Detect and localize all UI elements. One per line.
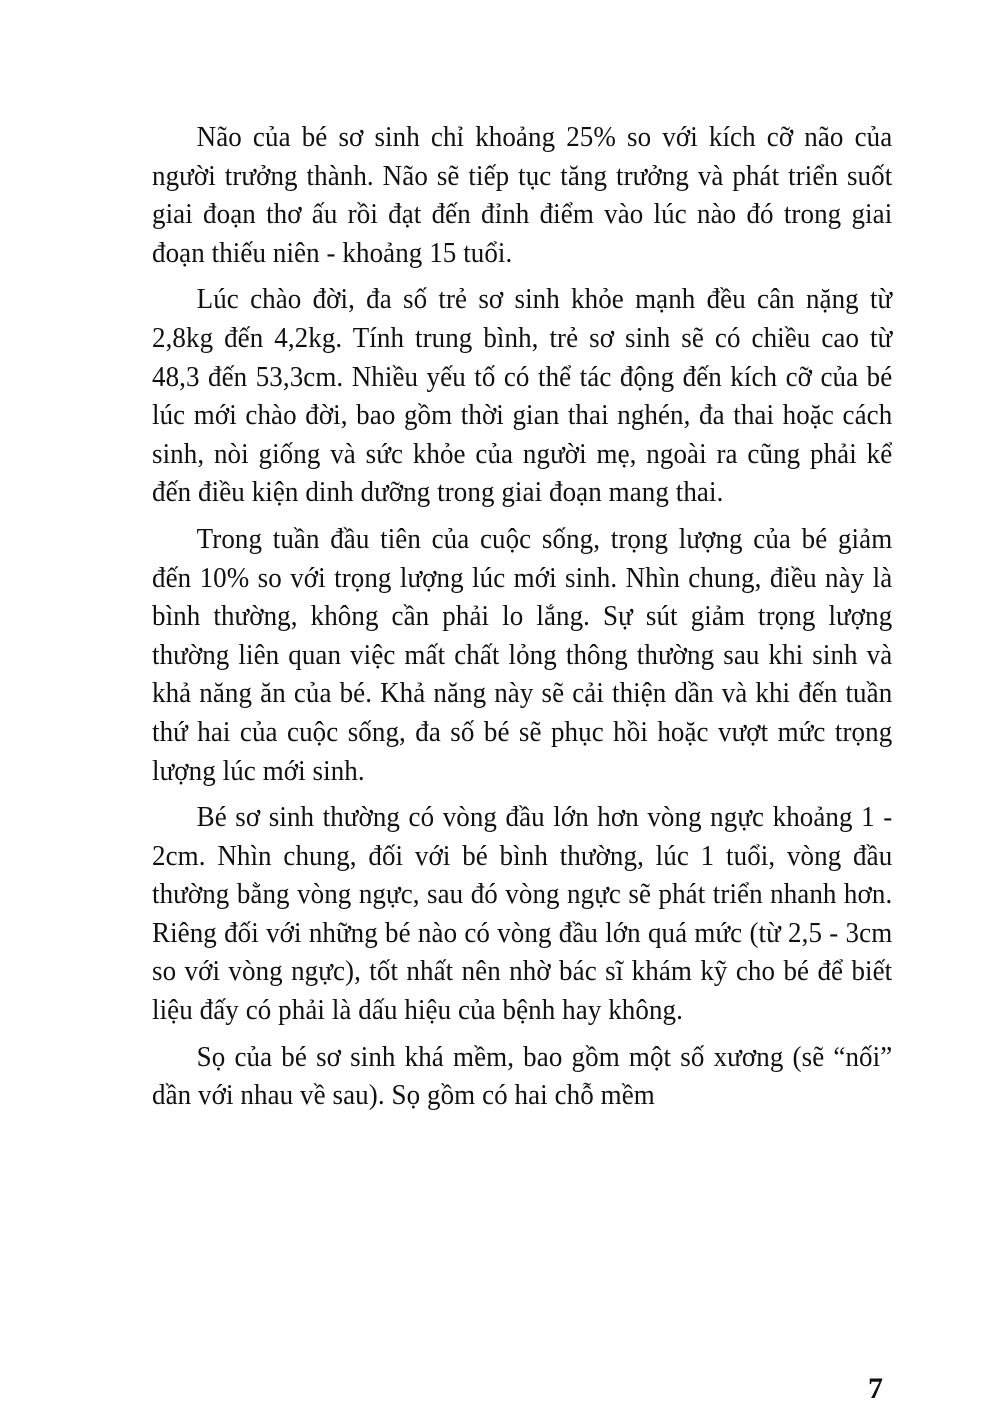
paragraph-skull: Sọ của bé sơ sinh khá mềm, bao gồm một số xương (sẽ “nối” dần với nhau về sau). Sọ gồm có hai chỗ mềm: [152, 1040, 893, 1112]
page-body: [152, 118, 892, 1123]
paragraph-first-week-weight: Trong tuần đầu tiên của cuộc sống, trọng lượng của bé giảm đến 10% so với trọng lượng lúc mới sinh. Nhìn chung, điều này là bình thường, không cần phải lo lắng. Sự sút giảm trọng lượng thường liên quan việc mất chất lỏng thông thường sau khi sinh và khả năng ăn của bé. Khả năng này sẽ cải thiện dần và khi đến tuần thứ hai của cuộc sống, đa số bé sẽ phục hồi hoặc vượt mức trọng lượng lúc mới sinh.: [152, 522, 893, 787]
paragraph-head-circumference: Bé sơ sinh thường có vòng đầu lớn hơn vòng ngực khoảng 1 - 2cm. Nhìn chung, đối với bé bình thường, lúc 1 tuổi, vòng đầu thường bằng vòng ngực, sau đó vòng ngực sẽ phát triển nhanh hơn. Riêng đối với những bé nào có vòng đầu lớn quá mức (từ 2,5 - 3cm so với vòng ngực), tốt nhất nên nhờ bác sĩ khám kỹ cho bé để biết liệu đấy có phải là dấu hiệu của bệnh hay không.: [152, 801, 893, 1027]
paragraph-birth-weight: Lúc chào đời, đa số trẻ sơ sinh khỏe mạnh đều cân nặng từ 2,8kg đến 4,2kg. Tính trung bình, trẻ sơ sinh sẽ có chiều cao từ 48,3 đến 53,3cm. Nhiều yếu tố có thể tác động đến kích cỡ của bé lúc mới chào đời, bao gồm thời gian thai nghén, đa thai hoặc cách sinh, nòi giống và sức khỏe của người mẹ, ngoài ra cũng phải kể đến điều kiện dinh dưỡng trong giai đoạn mang thai.: [152, 283, 893, 509]
page-number: 7: [868, 1372, 883, 1405]
paragraph-brain-size: Não của bé sơ sinh chỉ khoảng 25% so với kích cỡ não của người trưởng thành. Não sẽ tiếp tục tăng trưởng và phát triển suốt giai đoạn thơ ấu rồi đạt đến đỉnh điểm vào lúc nào đó trong giai đoạn thiếu niên - khoảng 15 tuổi.: [152, 121, 893, 269]
